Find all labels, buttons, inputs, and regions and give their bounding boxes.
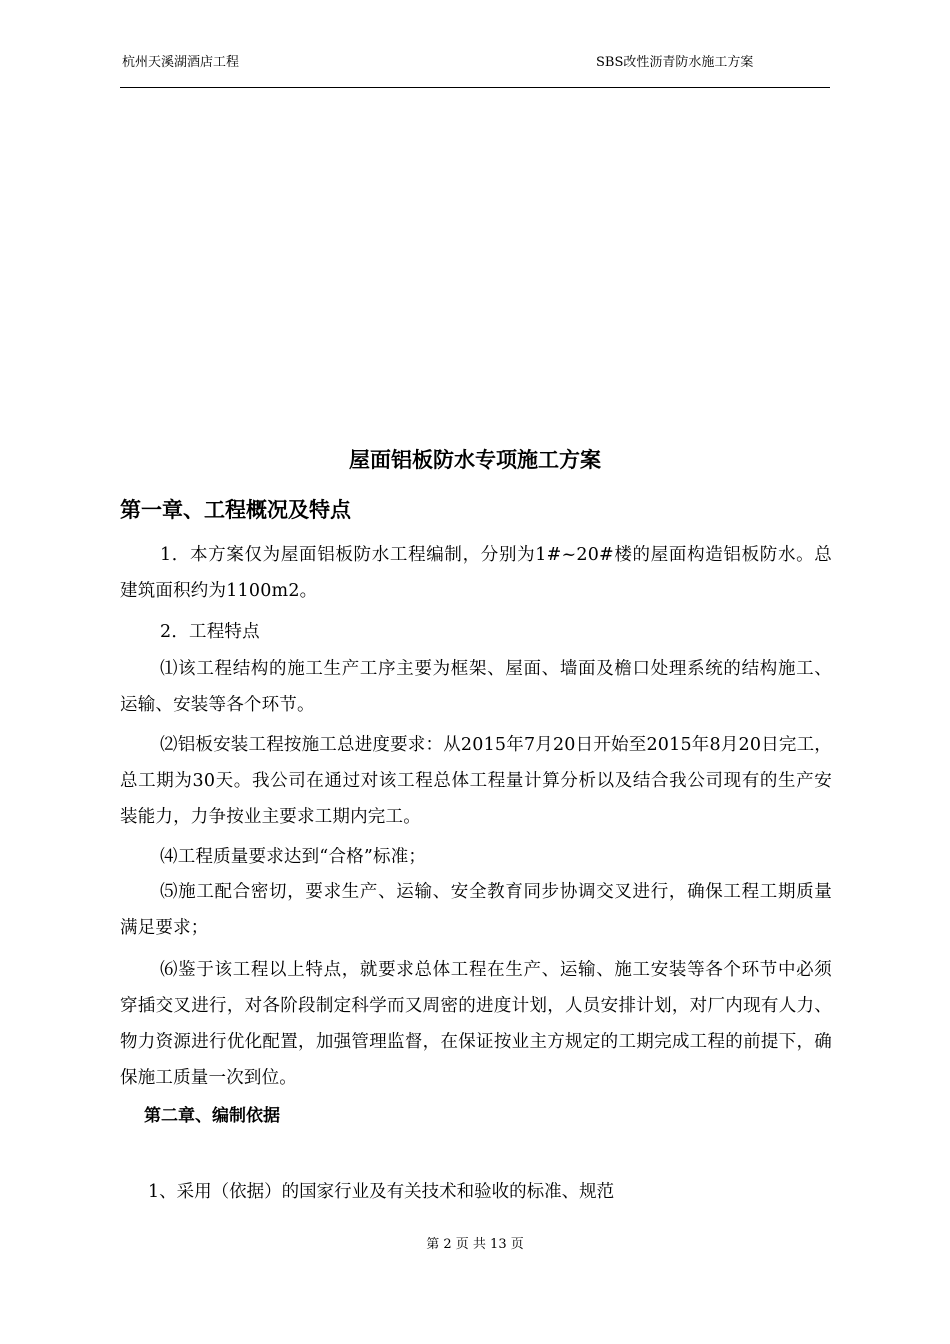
paragraph-scope: 1．本方案仅为屋面铝板防水工程编制，分别为1#~20#楼的屋面构造铝板防水。总建筑面积约为1100m2。 [120,545,832,601]
header-project-name: 杭州天溪湖酒店工程 [122,55,240,70]
chapter-2-heading: 第二章、编制依据 [144,1106,280,1126]
basis-item-1: 1、采用（依据）的国家行业及有关技术和验收的标准、规范 [148,1182,615,1202]
paragraph-feature-6: ⑹鉴于该工程以上特点，就要求总体工程在生产、运输、施工安装等各个环节中必须穿插交叉进行，对各阶段制定科学而又周密的进度计划，人员安排计划，对厂内现有人力、物力资源进行优化配置，加强管理监督，在保证按业主方规定的工期完成工程的前提下，确保施工质量一次到位。 [120,960,832,1088]
paragraph-feature-1: ⑴该工程结构的施工生产工序主要为框架、屋面、墙面及檐口处理系统的结构施工、运输、安装等各个环节。 [120,659,832,715]
paragraph-feature-2: ⑵铝板安装工程按施工总进度要求：从2015年7月20日开始至2015年8月20日完工，总工期为30天。我公司在通过对该工程总体工程量计算分析以及结合我公司现有的生产安装能力，力争按业主要求工期内完工。 [120,735,832,827]
document-title: 屋面铝板防水专项施工方案 [349,448,601,472]
header-divider [120,87,830,88]
header-document-name: SBS改性沥青防水施工方案 [596,55,754,70]
page-number-footer: 第 2 页 共 13 页 [426,1237,524,1252]
paragraph-feature-4: ⑷工程质量要求达到“合格”标准； [160,847,427,867]
paragraph-feature-5: ⑸施工配合密切，要求生产、运输、安全教育同步协调交叉进行，确保工程工期质量满足要求； [120,882,832,938]
chapter-1-heading: 第一章、工程概况及特点 [120,498,351,522]
paragraph-features-heading: 2．工程特点 [160,622,260,642]
